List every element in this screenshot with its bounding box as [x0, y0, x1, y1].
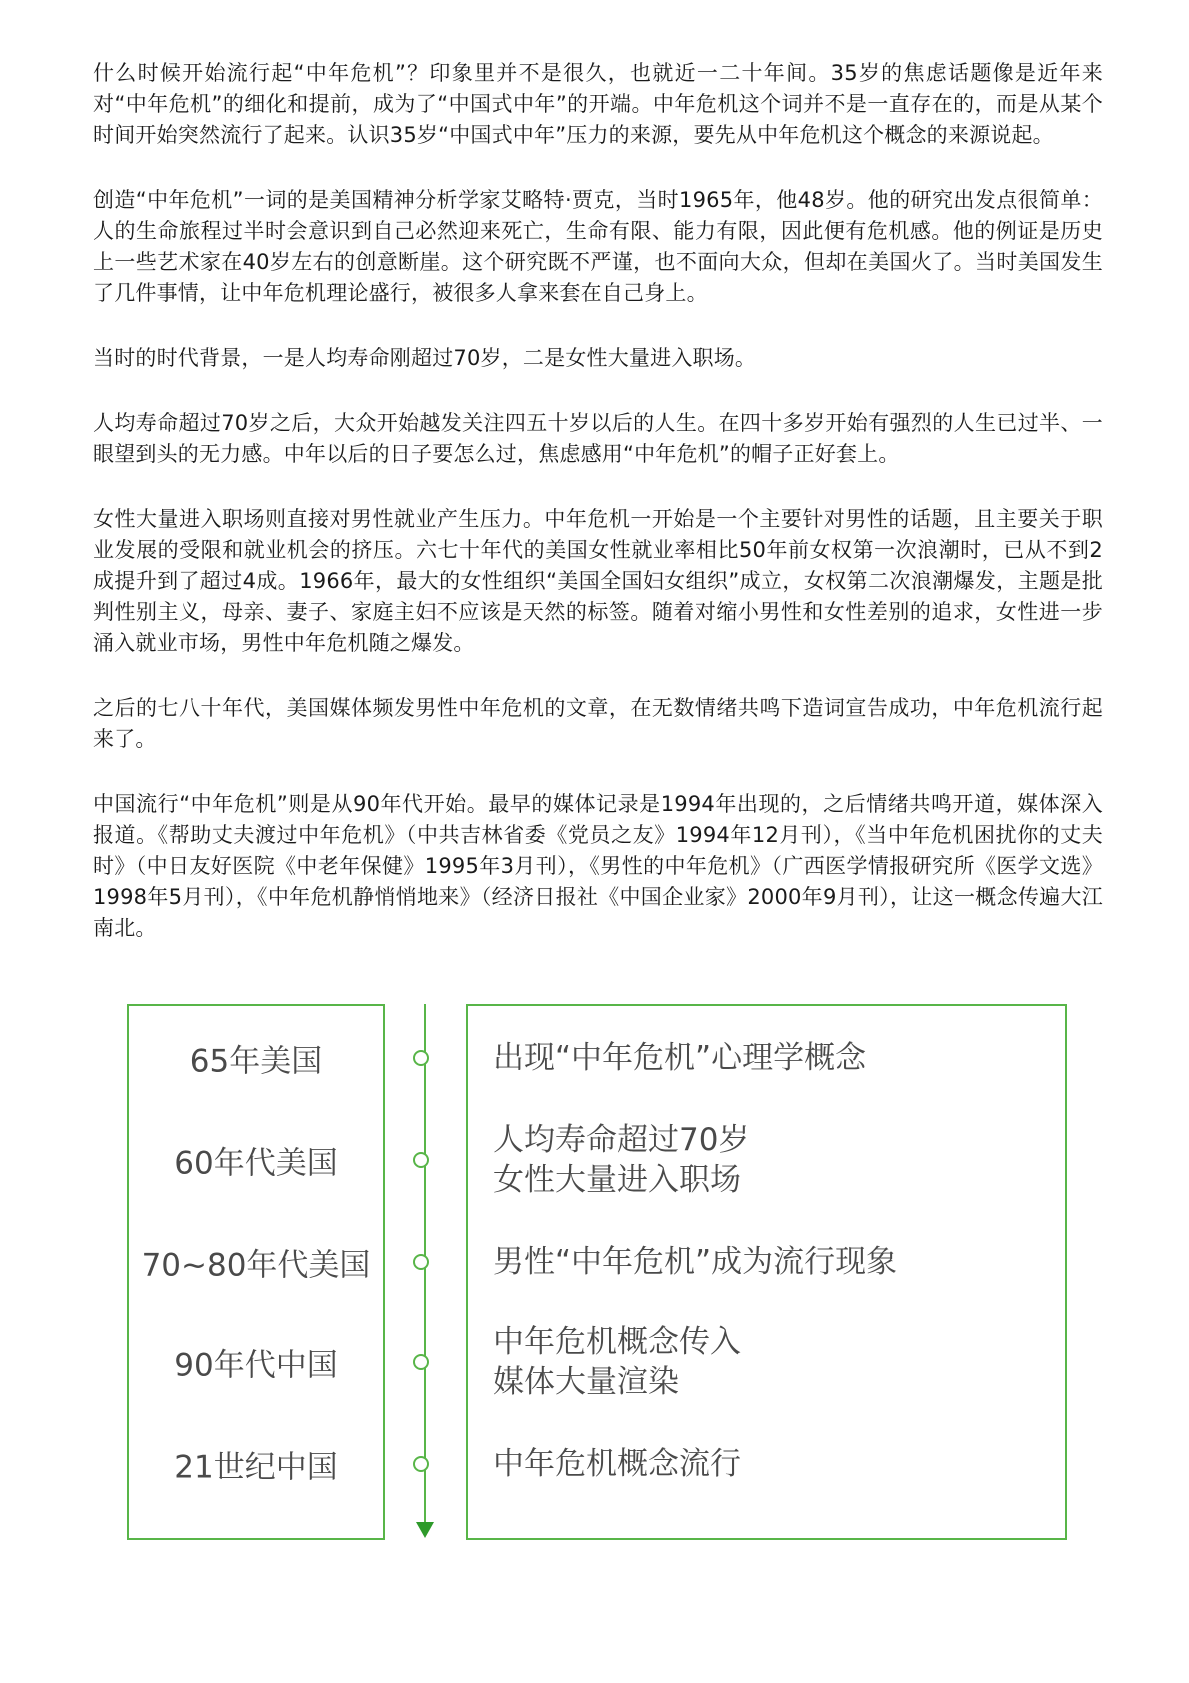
timeline-event-line: 男性“中年危机”成为流行现象	[493, 1244, 898, 1280]
timeline-node	[413, 1354, 429, 1370]
timeline-era: 70~80年代美国	[141, 1247, 371, 1284]
timeline-arrow-down-icon	[416, 1522, 434, 1538]
timeline-event-line: 人均寿命超过70岁	[493, 1122, 750, 1158]
paragraph-7: 中国流行“中年危机”则是从90年代开始。最早的媒体记录是1994年出现的，之后情绪共鸣开道，媒体深入报道。《帮助丈夫渡过中年危机》（中共吉林省委《党员之友》1994年12月刊），《当中年危机困扰你的丈夫时》（中日友好医院《中老年保健》1995年3月刊），《男性的中年危机》（广西医学情报研究所《医学文选》1998年5月刊），《中年危机静悄悄地来》（经济日报社《中国企业家》2000年9月刊），让这一概念传遍大江南北。	[93, 792, 1103, 940]
timeline-figure	[127, 1004, 1067, 1544]
timeline-event-line: 女性大量进入职场	[493, 1162, 741, 1198]
timeline-era: 90年代中国	[174, 1347, 338, 1384]
paragraph-2: 创造“中年危机”一词的是美国精神分析学家艾略特·贾克，当时1965年，他48岁。他的研究出发点很简单：人的生命旅程过半时会意识到自己必然迎来死亡，生命有限、能力有限，因此便有危机感。他的例证是历史上一些艺术家在40岁左右的创意断崖。这个研究既不严谨，也不面向大众，但却在美国火了。当时美国发生了几件事情，让中年危机理论盛行，被很多人拿来套在自己身上。	[93, 188, 1103, 305]
timeline-node	[413, 1152, 429, 1168]
timeline-node	[413, 1050, 429, 1066]
timeline-event-line: 中年危机概念流行	[493, 1446, 741, 1482]
timeline-era: 21世纪中国	[174, 1449, 338, 1486]
paragraph-1: 什么时候开始流行起“中年危机”？印象里并不是很久，也就近一二十年间。35岁的焦虑话题像是近年来对“中年危机”的细化和提前，成为了“中国式中年”的开端。中年危机这个词并不是一直存在的，而是从某个时间开始突然流行了起来。认识35岁“中国式中年”压力的来源，要先从中年危机这个概念的来源说起。	[93, 61, 1103, 147]
timeline-node	[413, 1254, 429, 1270]
timeline-event-line: 媒体大量渲染	[493, 1364, 679, 1400]
paragraph-6: 之后的七八十年代，美国媒体频发男性中年危机的文章，在无数情绪共鸣下造词宣告成功，中年危机流行起来了。	[93, 696, 1103, 751]
timeline-event-line: 出现“中年危机”心理学概念	[493, 1040, 867, 1076]
timeline-event	[493, 1322, 1053, 1402]
timeline-era: 60年代美国	[174, 1145, 338, 1182]
paragraph-3: 当时的时代背景，一是人均寿命刚超过70岁，二是女性大量进入职场。	[93, 346, 757, 370]
timeline-event	[493, 1120, 1053, 1200]
timeline-event	[493, 1444, 1053, 1484]
timeline-node	[413, 1456, 429, 1472]
paragraph-4: 人均寿命超过70岁之后，大众开始越发关注四五十岁以后的人生。在四十多岁开始有强烈的人生已过半、一眼望到头的无力感。中年以后的日子要怎么过，焦虑感用“中年危机”的帽子正好套上。	[93, 411, 1103, 466]
timeline-event	[493, 1242, 1053, 1282]
timeline-event-line: 中年危机概念传入	[493, 1324, 741, 1360]
article-body	[93, 58, 1103, 978]
paragraph-5: 女性大量进入职场则直接对男性就业产生压力。中年危机一开始是一个主要针对男性的话题，且主要关于职业发展的受限和就业机会的挤压。六七十年代的美国女性就业率相比50年前女权第一次浪潮时，已从不到2成提升到了超过4成。1966年，最大的女性组织“美国全国妇女组织”成立，女权第二次浪潮爆发，主题是批判性别主义，母亲、妻子、家庭主妇不应该是天然的标签。随着对缩小男性和女性差别的追求，女性进一步涌入就业市场，男性中年危机随之爆发。	[93, 507, 1103, 655]
timeline-event	[493, 1038, 1053, 1078]
timeline-era: 65年美国	[189, 1043, 323, 1080]
